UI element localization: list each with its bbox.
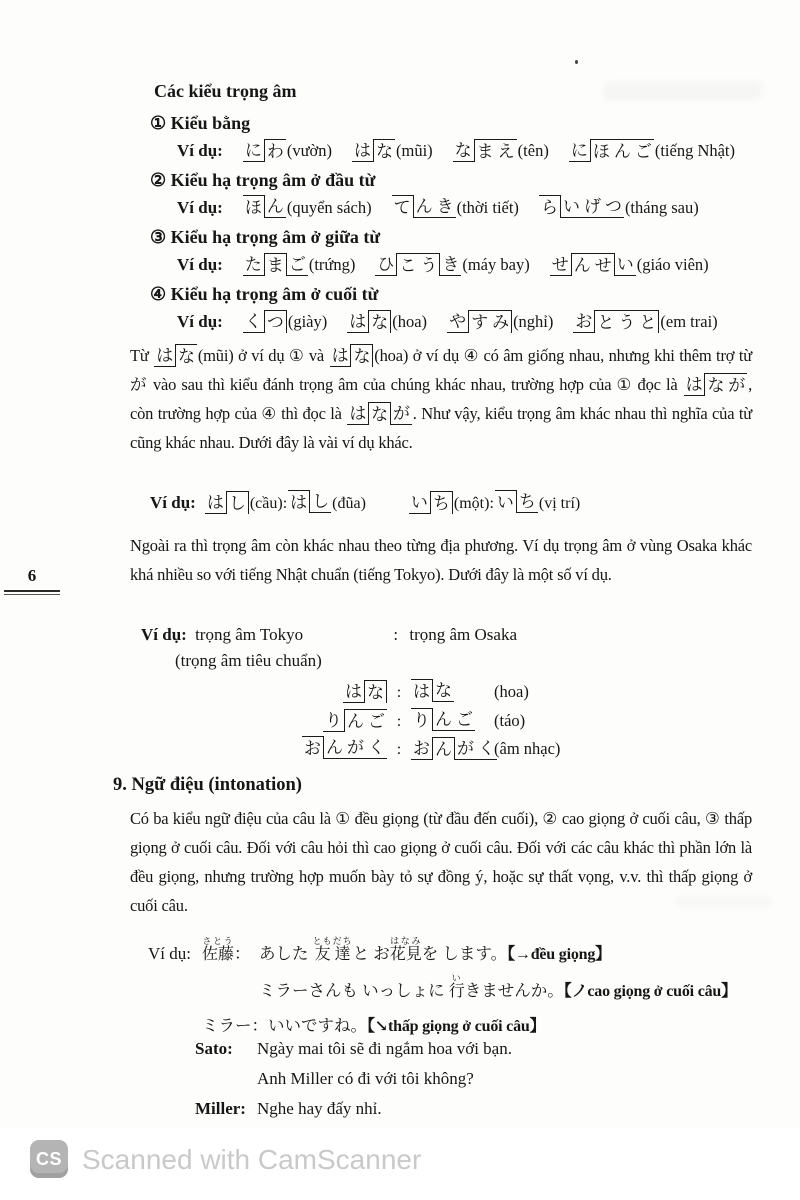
pitch-accent-word [323,709,387,732]
pitch-accent-word [205,491,249,514]
mora: な [364,680,387,703]
mora: し [312,492,330,511]
text-run: (đũa) [332,495,366,512]
mora: し [226,491,249,514]
dialog-row [148,973,770,1007]
mora: つ [604,197,622,216]
mora: ん [326,738,343,757]
example-label: Ví dụ: [141,625,187,644]
pitch-accent-word [288,490,331,513]
mora: に [570,141,588,160]
mora: ん [612,139,633,162]
pitch-accent-word [243,310,287,333]
mora: な [704,373,726,396]
text-run: が [130,375,148,394]
colon-separator: : [396,684,402,701]
tokyo-osaka-table [130,678,752,764]
pitch-accent-word [347,310,391,333]
mora: う [616,310,637,333]
pitch-accent-word [573,310,659,333]
region-paragraph: Ngoài ra thì trọng âm còn khác nhau theo từng địa phương. Ví dụ trọng âm ở vùng Osaka khác khá nhiều so với tiếng Nhật chuẩn (tiếng Tokyo). Dưới đây là một số ví dụ. [130,536,752,584]
mora: お [302,736,324,759]
tokyo-osaka-row [300,707,752,736]
mora: は [685,375,703,394]
pitch-accent-word [411,708,475,731]
ruby-word: 行い [448,973,465,1000]
mora: え [496,139,517,162]
mora: な [175,344,197,367]
colon-separator: : [396,741,402,758]
text-run: いいですね。 [268,1016,367,1035]
example-line [177,195,752,222]
mora: す [468,310,490,333]
example-item [346,309,427,336]
pitch-accent-word [243,195,286,218]
text-run: , còn trường hợp của ④ thì đọc là [130,375,753,423]
example-gloss: (trứng) [308,255,356,274]
example-item [446,309,553,336]
osaka-word [410,708,494,736]
mora: と [594,310,616,333]
mora: は [288,490,310,513]
mora: ご [456,709,473,729]
example-label: Ví dụ: [150,493,196,512]
tokyo-word [300,736,388,759]
mora: み [490,310,512,333]
colon-separator: : [393,625,399,644]
pitch-accent-word [550,253,636,276]
pitch-accent-word [447,310,512,333]
tokyo-osaka-row [300,678,752,707]
text-run: ミラーさんも いっしょに [259,981,449,1000]
mora: ご [288,255,306,274]
pitch-accent-word [684,373,747,396]
mora: が [392,404,410,423]
pitch-accent-word [375,253,461,276]
dialog-row [148,936,770,970]
intonation-paragraph: Có ba kiểu ngữ điệu của câu là ① đều giọng (từ đầu đến cuối), ② cao giọng ở cuối câu, ③ thấp giọng ở cuối câu. Đối với câu hỏi thì cao giọng ở cuối câu. Đối với các câu khác thì phần lớn là đều giọng, nhưng trường hợp muốn bày tỏ sự đồng ý, hoặc sự thất vọng, v.v. thì thấp giọng ở cuối câu. [130,809,752,915]
camscanner-logo-icon [30,1140,68,1178]
pitch-accent-word [347,402,411,425]
mora: た [244,255,262,274]
mora: は [349,312,367,331]
pitch-accent-word [154,344,197,367]
accent-type-label: ③ Kiểu hạ trọng âm ở giữa từ [150,227,381,247]
example-gloss: (giáo viên) [636,255,709,274]
mora: な [435,681,452,700]
mora: な [454,141,472,160]
example-label: Ví dụ: [177,141,223,160]
pitch-accent-word [409,491,453,514]
text-run: きませんか。 [464,981,564,1000]
furigana: はなみ [389,936,422,946]
mora: く [478,739,495,758]
text-run: : [282,495,288,512]
camscanner-logo-text: CS [35,1148,62,1169]
furigana: ともだち [312,936,353,946]
mora: う [418,253,440,276]
dialog-text: Ngày mai tôi sẽ đi ngắm hoa với bạn. [257,1039,512,1058]
standard-accent-note: (trọng âm tiêu chuẩn) [175,651,322,670]
mora: に [244,141,262,160]
pitch-accent-word [343,680,387,703]
osaka-word [410,736,494,764]
pitch-accent-word [569,139,654,162]
camscanner-watermark-text: Scanned with CamScanner [82,1144,422,1175]
example-item [242,195,372,222]
mora: ご [366,709,387,732]
mora: は [206,493,224,512]
mora: ん [571,253,593,276]
accent-type-label: ① Kiểu bằng [150,113,251,133]
mora: ん [432,737,455,760]
ruby-word: 花見はなみ [389,936,422,963]
example-gloss: (em trai) [660,312,718,331]
pitch-accent-word [411,679,454,702]
mora: げ [583,197,601,216]
pitch-accent-word [495,490,538,513]
mora: つ [264,310,287,333]
example-item [374,252,529,279]
mora: せ [551,255,569,274]
mora: は [345,682,362,701]
pitch-accent-word [243,253,308,276]
mora: ち [518,492,536,511]
pitch-accent-word [539,195,624,218]
mora: な [368,402,391,425]
mora: が [347,738,364,757]
pitch-accent-word [453,139,517,162]
mora: は [156,346,174,365]
page-number: 6 [27,566,37,585]
pitch-accent-word [352,139,395,162]
example-label: Ví dụ: [177,198,223,217]
page-number-block [4,566,60,595]
example-line [177,138,752,165]
intonation-marker: 【→đều giọng】 [507,946,611,963]
mora: な [373,139,395,162]
intonation-section-heading: 9. Ngữ điệu (intonation) [113,775,302,795]
example-item [538,195,699,222]
mora: わ [264,139,286,162]
mora: せ [593,253,615,276]
text-run: あした [259,944,313,963]
ruby-word: 友達ともだち [312,936,353,963]
mora: い [495,490,517,513]
text-run: : [489,495,494,512]
example-item [351,138,433,165]
pair-example-block [130,489,752,517]
furigana: い [448,973,465,983]
intonation-marker: 【↘thấp giọng ở cuối câu】 [367,1018,546,1035]
example-item [242,309,327,336]
mora: い [410,493,428,512]
pitch-accent-word [330,344,374,367]
mora: ひ [377,255,395,274]
example-gloss: (mũi) [396,141,433,160]
tokyo-word [300,709,388,732]
example-item [549,252,709,279]
text-run: . Như vậy, kiểu trọng âm khác nhau thì nghĩa của từ cũng khác nhau. Dưới đây là vài ví dụ khác. [130,404,752,452]
mora: ほ [243,195,265,218]
tokyo-word [300,680,388,703]
mora: お [413,739,430,758]
example-gloss: (giày) [287,312,328,331]
dialog-text: Anh Miller có đi với tôi không? [257,1069,474,1088]
example-item [391,195,519,222]
region-example-header [141,621,763,648]
tokyo-accent-label: trọng âm Tokyo [195,625,304,644]
pitch-accent-word [302,736,387,759]
example-label: Ví dụ: [177,312,223,331]
osaka-accent-label: trọng âm Osaka [409,625,517,644]
page-number-rule [4,590,60,595]
dialog-speaker: Miller: [195,1099,246,1118]
mora: り [411,708,433,731]
accent-type-label: ② Kiểu hạ trọng âm ở đầu từ [150,170,376,190]
text-run: Từ [130,346,154,365]
intonation-marker: 【ノcao giọng ở cuối câu】 [563,983,737,1000]
text-run: (một) [453,495,490,512]
mora: ご [633,139,654,162]
mora: こ [396,253,418,276]
mora: お [575,312,593,331]
mora: は [411,679,433,702]
dialog-row [195,1064,800,1094]
mora: な [350,344,373,367]
mora: ら [539,195,561,218]
mora: ま [474,139,496,162]
mora: く [368,738,385,757]
example-line [177,252,752,279]
dialog-row [195,1034,800,1064]
mora: や [449,312,467,331]
accent-types-section [130,78,752,338]
mora: き [436,197,454,216]
example-gloss: (tháng sau) [624,198,699,217]
dialog-text [259,973,737,1007]
mora: が [457,739,474,758]
example-item [452,138,549,165]
tokyo-osaka-row [300,735,752,764]
camscanner-watermark-bar [0,1128,800,1200]
mora: り [325,710,342,730]
example-gloss: (tên) [517,141,549,160]
text-run: (hoa) ở ví dụ ④ có âm giống nhau, nhưng khi thêm trợ từ [374,346,752,365]
example-gloss: (quyển sách) [286,198,372,217]
dialog-speaker: Sato: [195,1039,233,1058]
example-item [568,138,735,165]
example-item [242,138,332,165]
accent-section-heading: Các kiểu trọng âm [154,81,297,101]
dialog-text [259,936,611,970]
mora: ん [344,709,366,732]
text-run: vào sau thì kiểu đánh trọng âm của chúng khác nhau, trường hợp của ① đọc là [147,375,683,394]
mora: ま [264,253,287,276]
dialog-speaker [195,1064,257,1094]
example-gloss: (nghỉ) [513,312,554,331]
mora: ち [430,491,453,514]
example-gloss: (vườn) [286,141,332,160]
example-gloss: (táo) [494,710,526,730]
mora: は [331,346,349,365]
mora: て [392,195,414,218]
mora: い [562,197,580,216]
ruby-word: 佐藤さとう [202,936,235,963]
example-gloss: (thời tiết) [456,198,519,217]
example-item [242,252,356,279]
vietnamese-dialog [195,1034,800,1124]
text-run: (vị trí) [538,495,581,512]
accent-type-list [130,110,752,336]
mora: き [442,255,460,274]
dialog-row [195,1094,800,1124]
japanese-dialog [148,936,770,1045]
pitch-accent-word [392,195,456,218]
example-line [177,309,752,336]
mora: と [637,310,659,333]
example-gloss: (tiếng Nhật) [654,141,736,160]
example-gloss: (hoa) [494,682,529,701]
example-label: Ví dụ: [148,944,191,963]
mora: は [354,141,371,160]
pitch-accent-word [411,737,497,760]
furigana: さとう [202,936,235,946]
text-run: (cầu) [249,495,283,512]
example-gloss: (máy bay) [462,255,530,274]
example-item [572,309,717,336]
mora: く [244,312,262,331]
mora: な [368,310,391,333]
dialog-speaker [202,936,259,970]
mora: は [349,404,367,423]
accent-type-label: ④ Kiểu hạ trọng âm ở cuối từ [150,284,379,304]
mora: ん [435,709,452,729]
text-run: を します。 [421,944,508,963]
mora: ん [266,197,284,216]
colon-separator: : [396,712,402,730]
dialog-text: Nghe hay đấy nhỉ. [257,1099,382,1118]
example-gloss: (hoa) [392,312,428,331]
osaka-word [410,679,494,707]
text-run: ： [234,944,251,963]
example-label: Ví dụ: [177,255,223,274]
example-gloss: (âm nhạc) [494,739,561,758]
text-run: ミラー： [202,1016,268,1035]
text-run: と お [352,944,390,963]
mora: い [616,255,634,274]
text-run: (mũi) ở ví dụ ① và [197,346,329,365]
mora: が [726,373,747,396]
mora: ん [415,197,433,216]
scan-speck [575,60,578,64]
homophone-paragraph [130,341,752,457]
mora: ほ [590,139,612,162]
pitch-accent-word [243,139,286,162]
pair-example-line [150,489,752,517]
